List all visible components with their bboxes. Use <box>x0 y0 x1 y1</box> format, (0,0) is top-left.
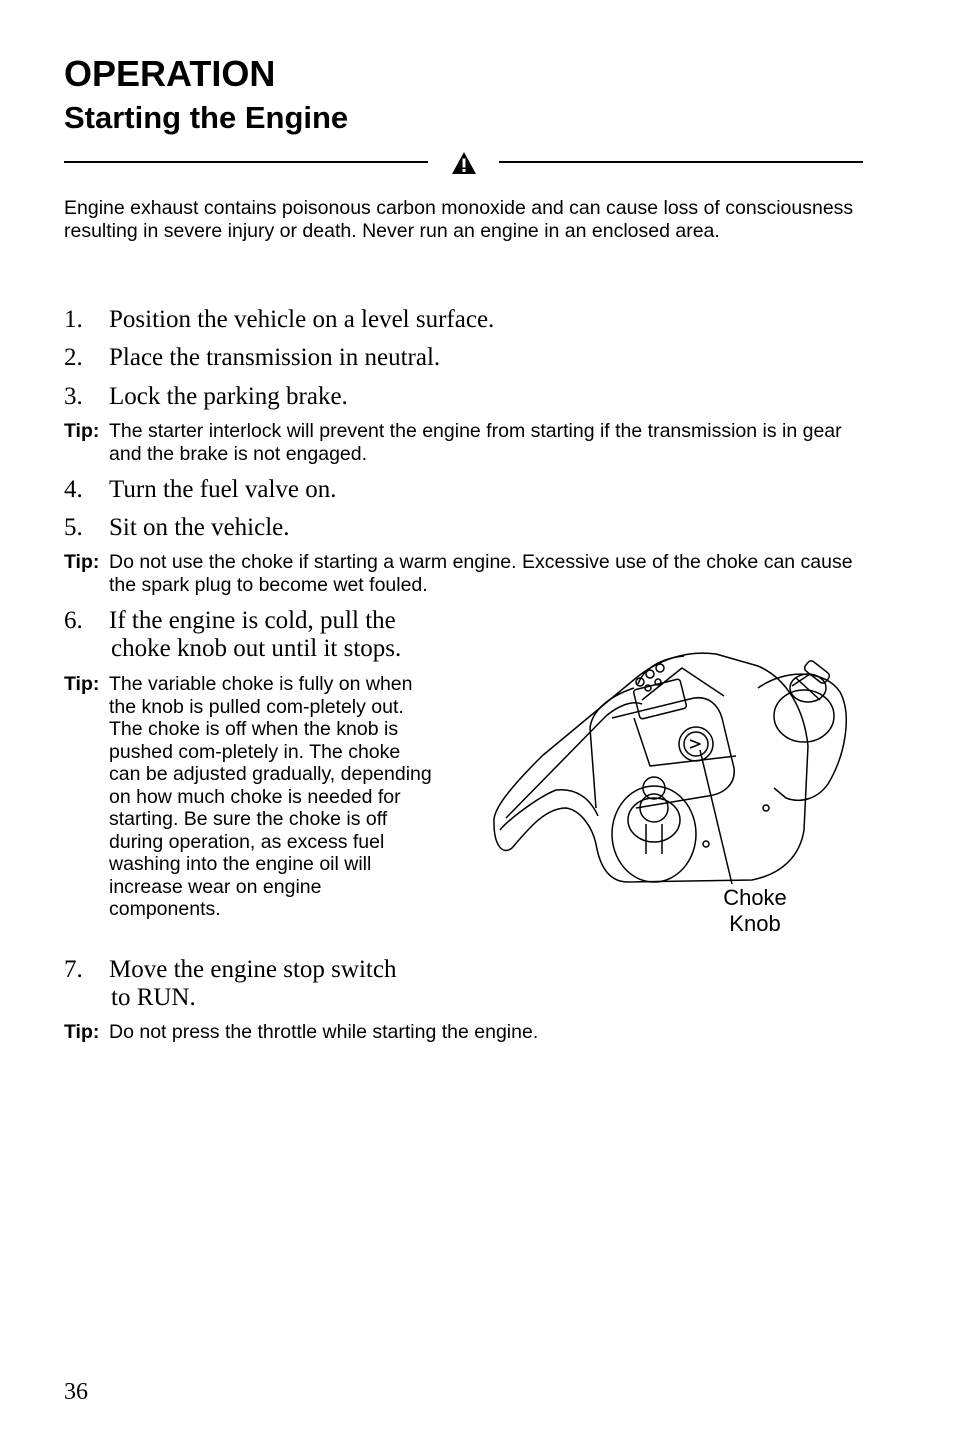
tip-warm-engine <box>64 551 864 596</box>
step-text: Position the vehicle on a level surface. <box>109 306 495 333</box>
warning-triangle-icon <box>451 151 477 175</box>
step-6-line-2: choke knob out until it stops. <box>111 635 402 662</box>
callout-line-2: Knob <box>729 911 781 936</box>
step-number: 5. <box>64 514 83 541</box>
section-title: OPERATION <box>64 53 276 94</box>
step-number: 4. <box>64 476 83 503</box>
page-title: Starting the Engine <box>64 100 349 135</box>
step-text: Lock the parking brake. <box>109 383 348 410</box>
tip-text: Do not use the choke if starting a warm engine. Excessive use of the choke can cause the spark plug to become wet fouled. <box>109 551 853 596</box>
tip-label: Tip: <box>64 1021 100 1043</box>
handlebar-control-illustration <box>486 648 858 898</box>
step-number: 2. <box>64 344 83 371</box>
tip-label: Tip: <box>64 420 100 442</box>
tip-label: Tip: <box>64 673 100 695</box>
step-1 <box>64 306 494 334</box>
step-7 <box>64 956 396 984</box>
step-number: 1. <box>64 306 83 333</box>
step-number: 3. <box>64 383 83 410</box>
step-text: Sit on the vehicle. <box>109 514 290 541</box>
step-text: Place the transmission in neutral. <box>109 344 441 371</box>
step-text: Turn the fuel valve on. <box>109 476 337 503</box>
tip-text: Do not press the throttle while starting the engine. <box>109 1021 539 1043</box>
tip-throttle <box>64 1021 864 1044</box>
step-number: 7. <box>64 956 83 983</box>
warning-rule-left <box>64 161 428 163</box>
step-6 <box>64 607 396 635</box>
tip-variable-choke <box>64 673 436 921</box>
step-7-line-2: to RUN. <box>111 984 196 1011</box>
step-text: Move the engine stop switch <box>109 956 397 983</box>
page-number: 36 <box>64 1379 88 1405</box>
callout-line-1: Choke <box>723 885 787 910</box>
step-text: If the engine is cold, pull the <box>109 607 396 634</box>
tip-label: Tip: <box>64 551 100 573</box>
step-2 <box>64 344 440 372</box>
choke-knob-callout <box>712 885 798 937</box>
step-3 <box>64 383 348 411</box>
warning-text: Engine exhaust contains poisonous carbon monoxide and can cause loss of consciousness resulting in severe injury or death. Never run an engine in an enclosed area. <box>64 197 854 242</box>
step-number: 6. <box>64 607 83 634</box>
step-4 <box>64 476 337 504</box>
step-5 <box>64 514 290 542</box>
tip-text: The starter interlock will prevent the engine from starting if the transmission is in gear and the brake is not engaged. <box>109 420 842 465</box>
tip-interlock <box>64 420 864 465</box>
warning-rule-right <box>499 161 863 163</box>
tip-text: The variable choke is fully on when the knob is pulled com-pletely out. The choke is off when the knob is pushed com-pletely in. The choke can be adjusted gradually, depending on how much choke is needed for starting. Be sure the choke is off during operation, as excess fuel washing into the engine oil will increase wear on engine components. <box>109 673 432 920</box>
